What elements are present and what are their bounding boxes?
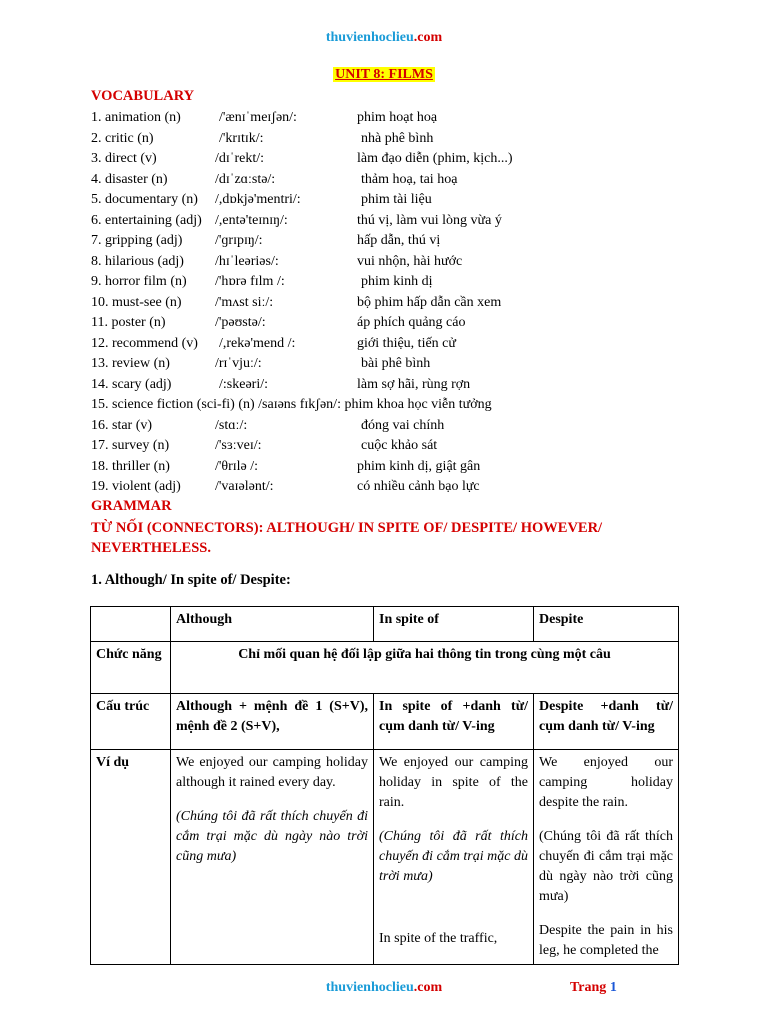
example-although: [171, 750, 374, 965]
unit-title: UNIT 8: FILMS: [335, 67, 433, 82]
header-in-spite-of: In spite of: [374, 607, 534, 642]
function-label: Chức năng: [91, 642, 171, 694]
example-label: Ví dụ: [91, 750, 171, 965]
vocab-word: 5. documentary (n): [91, 192, 198, 207]
vocab-item: [91, 477, 711, 498]
site-name: thuvienhoclieu: [325, 30, 414, 45]
vocab-word: 3. direct (v): [91, 151, 157, 166]
vocab-item: [91, 231, 711, 252]
vocab-item: [91, 252, 711, 273]
vocab-meaning: làm sợ hãi, rùng rợn: [357, 376, 471, 392]
vocab-ipa: /'sɜːveɪ/:: [215, 438, 262, 453]
vocab-item: [91, 457, 711, 478]
vocab-meaning: thảm hoạ, tai hoạ: [361, 171, 458, 187]
vocab-item: [91, 149, 711, 170]
vocab-ipa: /stɑː/:: [215, 417, 248, 433]
vocab-item: [91, 436, 711, 457]
vocab-full-line: 15. science fiction (sci-fi) (n) /saɪəns fɪkʃən/: phim khoa học viễn tưởng: [91, 397, 492, 412]
vocab-ipa: /'vaɪələnt/:: [215, 479, 274, 494]
vocab-item: [91, 375, 711, 396]
vocab-ipa: /,rekə'mend /:: [219, 335, 296, 351]
vocab-meaning: đóng vai chính: [361, 417, 445, 433]
vocab-meaning: vui nhộn, hài hước: [357, 253, 463, 269]
vocab-item: [91, 313, 711, 334]
vocab-meaning: phim tài liệu: [361, 192, 432, 207]
vocab-ipa: /rɪˈvjuː/:: [215, 356, 262, 371]
vocab-word: 11. poster (n): [91, 315, 166, 330]
vocab-item: [91, 416, 711, 437]
vocab-item: [91, 293, 711, 314]
vocab-meaning: làm đạo diễn (phim, kịch...): [357, 151, 513, 166]
vocab-word: 7. gripping (adj): [91, 233, 183, 248]
vocab-meaning: phim hoạt hoạ: [357, 110, 438, 125]
vocab-word: 17. survey (n): [91, 438, 170, 453]
vocab-ipa: /'ɡrɪpɪŋ/:: [215, 233, 263, 248]
vocab-item: [91, 190, 711, 211]
example-row: [91, 750, 679, 965]
vocab-ipa: /'hɒrə fɪlm /:: [215, 274, 285, 289]
vocab-word: 8. hilarious (adj): [91, 253, 184, 269]
site-footer: [0, 980, 768, 996]
structure-row: [91, 694, 679, 750]
vocab-word: 16. star (v): [91, 417, 153, 433]
vocab-meaning: phim kinh dị: [361, 274, 433, 289]
vocab-ipa: /:skeəri/:: [219, 376, 268, 392]
structure-label: Cấu trúc: [91, 694, 171, 750]
site-domain: .com: [413, 30, 443, 45]
vocab-ipa: /'ænɪˈmeɪʃən/:: [219, 110, 297, 125]
vocab-word: 6. entertaining (adj): [91, 212, 202, 228]
vocab-word: 12. recommend (v): [91, 335, 198, 351]
vocab-item: [91, 129, 711, 150]
example-despite: [534, 750, 679, 965]
vocab-item: [91, 272, 711, 293]
example-en: We enjoyed our camping holiday despite the rain.: [539, 755, 673, 810]
vocab-meaning: giới thiệu, tiến cử: [357, 335, 456, 351]
structure-in-spite-of: In spite of +danh từ/ cụm danh từ/ V-ing: [374, 694, 534, 750]
vocab-item: [91, 354, 711, 375]
vocab-word: 13. review (n): [91, 356, 170, 371]
vocab-meaning: bài phê bình: [361, 356, 431, 371]
vocab-word: 19. violent (adj): [91, 479, 181, 494]
vocab-word: 14. scary (adj): [91, 376, 172, 392]
vocab-ipa: /,entə'teɪnɪŋ/:: [215, 212, 288, 228]
vocab-ipa: /'θrɪlə /:: [215, 458, 259, 474]
example-in-spite-of: [374, 750, 534, 965]
function-row: [91, 642, 679, 694]
vocab-word: 10. must-see (n): [91, 294, 182, 310]
function-text: Chỉ mối quan hệ đối lập giữa hai thông tin trong cùng một câu: [171, 642, 679, 694]
example-en: We enjoyed our camping holiday in spite of the rain.: [379, 755, 528, 810]
vocab-ipa: /hɪˈleəriəs/:: [215, 253, 279, 269]
vocabulary-list: [91, 108, 711, 498]
section-1-heading: 1. Although/ In spite of/ Despite:: [91, 572, 291, 588]
vocab-word: 18. thriller (n): [91, 458, 170, 474]
vocab-word: 2. critic (n): [91, 130, 154, 146]
header-cell-empty: [91, 607, 171, 642]
example-extra: Despite the pain in his leg, he completed the: [539, 923, 673, 958]
vocab-meaning: thú vị, làm vui lòng vừa ý: [357, 212, 502, 228]
example-vi: (Chúng tôi đã rất thích chuyến đi cắm trại mặc dù trời mưa): [379, 829, 528, 884]
example-extra: In spite of the traffic,: [379, 931, 498, 946]
vocabulary-heading: VOCABULARY: [91, 88, 195, 104]
vocab-meaning: áp phích quảng cáo: [357, 315, 466, 330]
site-name: thuvienhoclieu: [325, 980, 414, 995]
vocab-ipa: /'mʌst siː/:: [215, 294, 274, 310]
structure-despite: Despite +danh từ/ cụm danh từ/ V-ing: [534, 694, 679, 750]
unit-title-wrap: [0, 67, 768, 83]
vocab-item: [91, 170, 711, 191]
header-although: Although: [171, 607, 374, 642]
vocab-item: [91, 395, 711, 416]
header-despite: Despite: [534, 607, 679, 642]
vocab-item: [91, 211, 711, 232]
vocab-ipa: /dɪˈrekt/:: [215, 151, 264, 166]
vocab-meaning: hấp dẫn, thú vị: [357, 233, 441, 248]
grammar-heading: GRAMMAR: [91, 498, 172, 514]
vocab-meaning: bộ phim hấp dẫn cần xem: [357, 294, 502, 310]
vocab-item: [91, 334, 711, 355]
example-vi: (Chúng tôi đã rất thích chuyến đi cắm trại mặc dù ngày nào trời cũng mưa): [176, 809, 368, 864]
vocab-meaning: có nhiều cảnh bạo lực: [357, 479, 480, 494]
page-number: [570, 980, 617, 996]
vocab-ipa: /,dɒkjə'mentri/:: [215, 192, 301, 207]
vocab-word: 4. disaster (n): [91, 171, 168, 187]
vocab-item: [91, 108, 711, 129]
example-en: We enjoyed our camping holiday although it rained every day.: [176, 755, 368, 790]
vocab-ipa: /'pəʊstə/:: [215, 315, 266, 330]
connectors-heading: TỪ NỐI (CONNECTORS): ALTHOUGH/ IN SPITE OF/ DESPITE/ HOWEVER/ NEVERTHELESS.: [91, 520, 603, 556]
structure-although: Although + mệnh đề 1 (S+V), mệnh đề 2 (S+V),: [171, 694, 374, 750]
vocab-word: 9. horror film (n): [91, 274, 187, 289]
vocab-meaning: cuộc khảo sát: [361, 438, 438, 453]
vocab-ipa: /'krɪtɪk/:: [219, 130, 264, 146]
table-header-row: [91, 607, 679, 642]
page-number-value: 1: [609, 980, 617, 995]
vocab-meaning: nhà phê bình: [361, 130, 434, 146]
site-header: [0, 30, 768, 46]
site-domain: .com: [413, 980, 443, 995]
grammar-table: [90, 606, 679, 965]
vocab-meaning: phim kinh dị, giật gân: [357, 458, 481, 474]
vocab-ipa: /dɪˈzɑːstə/:: [215, 171, 276, 187]
example-vi: (Chúng tôi đã rất thích chuyến đi cắm trại mặc dù ngày nào trời cũng mưa): [539, 829, 673, 904]
vocab-word: 1. animation (n): [91, 110, 181, 125]
page-word: Trang: [570, 980, 607, 995]
